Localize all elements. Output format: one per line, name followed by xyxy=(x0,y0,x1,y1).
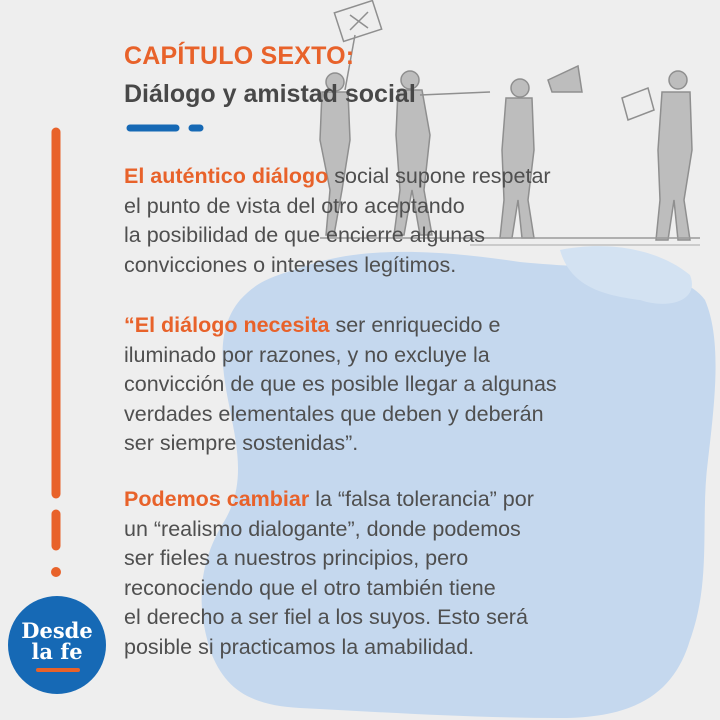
paragraph-line: ser enriquecido e xyxy=(329,313,501,337)
paragraph-line: ser siempre sostenidas”. xyxy=(124,431,359,455)
paragraph-line: el derecho a ser fiel a los suyos. Esto será xyxy=(124,605,528,629)
paragraph-line: reconociendo que el otro también tiene xyxy=(124,575,496,600)
logo-line-1: Desde xyxy=(21,618,93,643)
desde-la-fe-logo xyxy=(8,596,106,694)
paragraph-1 xyxy=(124,162,684,280)
paragraph-line: social supone respetar xyxy=(328,164,551,188)
logo-line-2: la fe xyxy=(31,639,83,664)
paragraph-line: la posibilidad de que encierre algunas xyxy=(124,223,485,247)
paragraph-highlight: El auténtico diálogo xyxy=(124,164,329,188)
paragraph-line: la “falsa tolerancia” por xyxy=(309,487,534,511)
paragraph-line: ser fieles a nuestros principios, pero xyxy=(124,546,469,570)
paragraph-3 xyxy=(124,485,684,662)
paragraph-2 xyxy=(124,311,684,459)
paragraph-line: el punto de vista del otro aceptando xyxy=(124,193,465,218)
paragraph-line: posible si practicamos la amabilidad. xyxy=(124,634,475,659)
paragraph-highlight: Podemos cambiar xyxy=(124,487,310,511)
decorative-bar-dot xyxy=(51,567,61,577)
paragraph-line: un “realismo dialogante”, donde podemos xyxy=(124,516,521,541)
chapter-title: CAPÍTULO SEXTO: xyxy=(124,42,355,70)
paragraph-highlight: “El diálogo necesita xyxy=(124,313,330,337)
paragraph-line: iluminado por razones, y no excluye la xyxy=(124,342,490,367)
chapter-subtitle: Diálogo y amistad social xyxy=(124,80,416,108)
logo-underline xyxy=(36,668,80,672)
paragraph-line: convicciones o intereses legítimos. xyxy=(124,252,457,277)
paragraph-line: convicción de que es posible llegar a algunas xyxy=(124,372,557,396)
paragraph-line: verdades elementales que deben y deberán xyxy=(124,401,544,426)
